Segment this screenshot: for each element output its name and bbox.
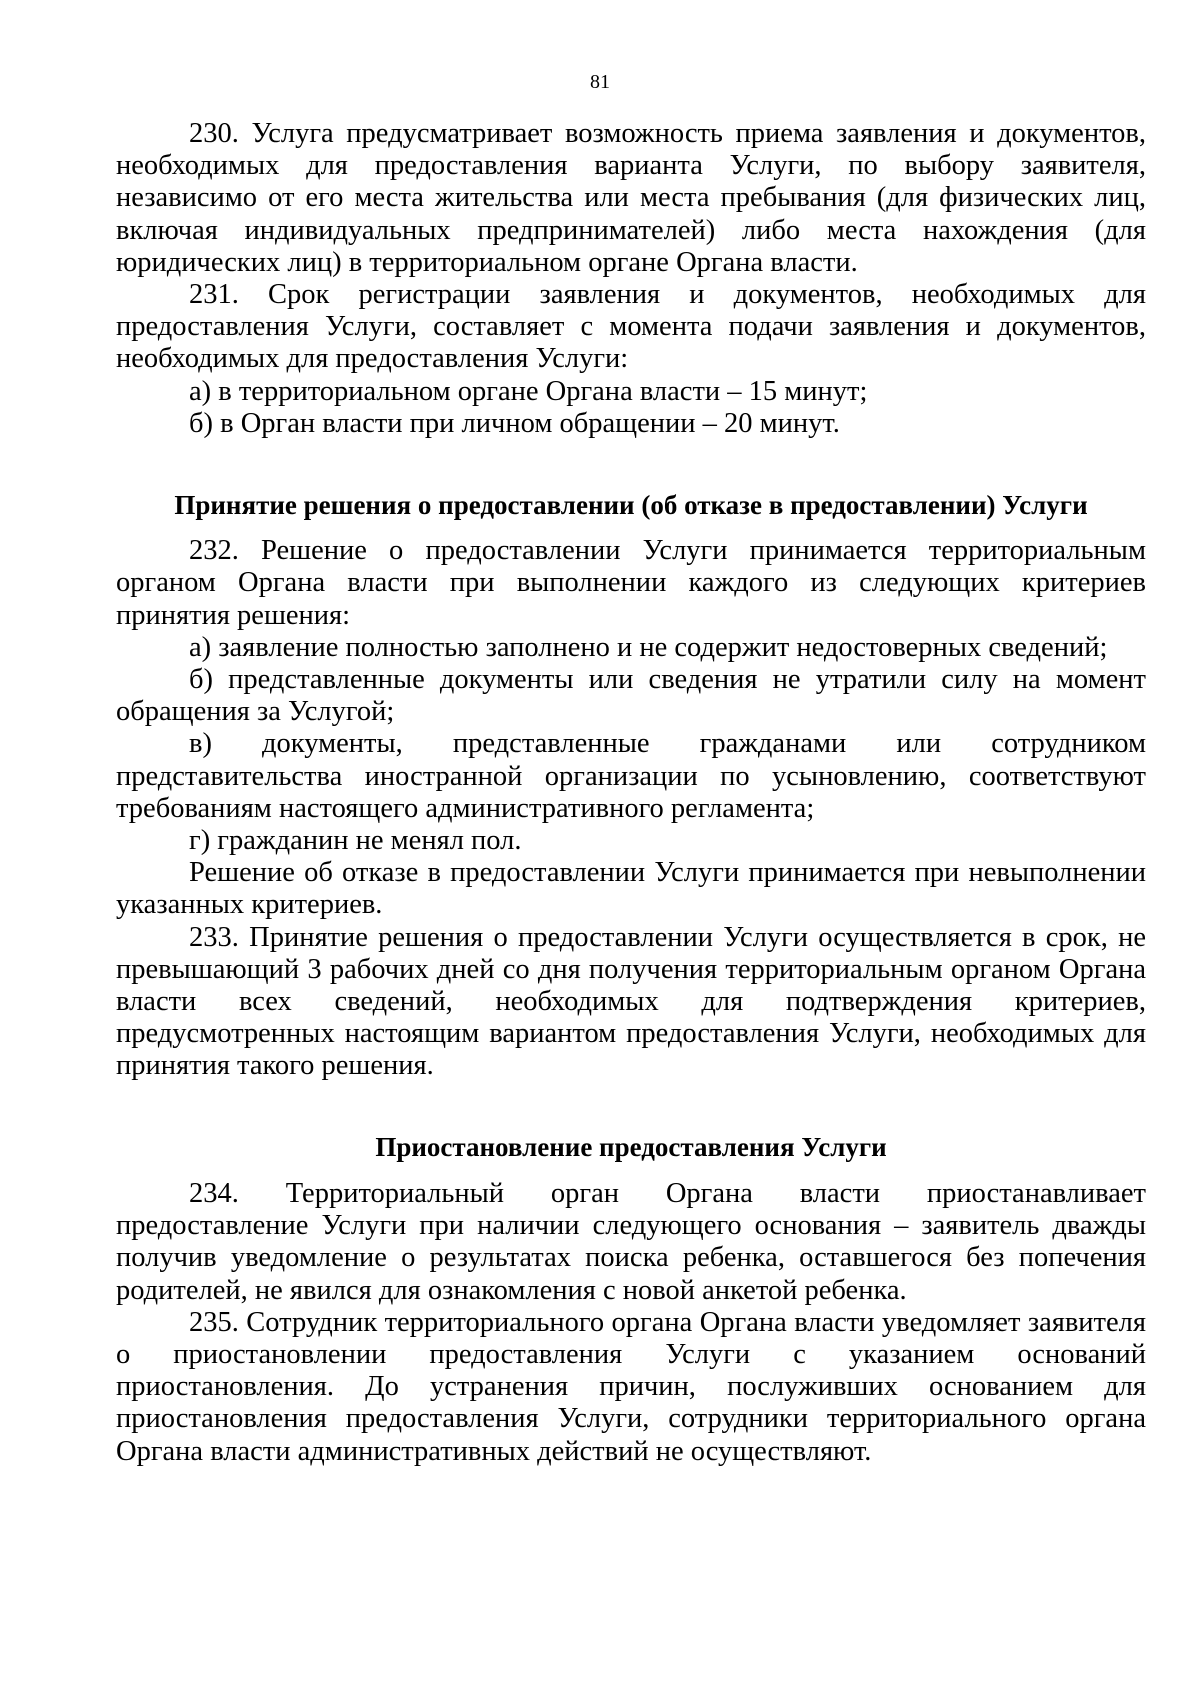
paragraph-231: 231. Срок регистрации заявления и документов, необходимых для предоставления Услуги, составляет с момента подачи заявления и документов, необходимых для предоставления Услуги: bbox=[116, 279, 1146, 375]
document-body bbox=[116, 118, 1146, 1468]
paragraph-refusal: Решение об отказе в предоставлении Услуги принимается при невыполнении указанных критериев. bbox=[116, 857, 1146, 921]
list-item-231-a: а) в территориальном органе Органа власти – 15 минут; bbox=[189, 375, 868, 407]
paragraph-234: 234. Территориальный орган Органа власти приостанавливает предоставление Услуги при наличии следующего основания – заявитель дважды получив уведомление о результатах поиска ребенка, оставшегося без попечения родителей, не явился для ознакомления с новой анкетой ребенка. bbox=[116, 1177, 1146, 1306]
list-item-231-b: б) в Орган власти при личном обращении – 20 минут. bbox=[189, 407, 840, 439]
list-item-232-b: б) представленные документы или сведения не утратили силу на момент обращения за Услугой; bbox=[116, 664, 1146, 728]
paragraph-235: 235. Сотрудник территориального органа Органа власти уведомляет заявителя о приостановлении предоставления Услуги с указанием оснований приостановления. До устранения причин, послуживших основанием для приостановления предоставления Услуги, сотрудники территориального органа Органа власти административных действий не осуществляют. bbox=[116, 1306, 1146, 1467]
paragraph-233: 233. Принятие решения о предоставлении Услуги осуществляется в срок, не превышающий 3 рабочих дней со дня получения территориальным органом Органа власти всех сведений, необходимых для подтверждения критериев, предусмотренных настоящим вариантом предоставления Услуги, необходимых для принятия такого решения. bbox=[116, 921, 1146, 1082]
section-heading-decision: Принятие решения о предоставлении (об отказе в предоставлении) Услуги bbox=[174, 490, 1088, 521]
list-item-232-g: г) гражданин не менял пол. bbox=[189, 825, 522, 857]
page-number: 81 bbox=[590, 71, 610, 93]
paragraph-230: 230. Услуга предусматривает возможность приема заявления и документов, необходимых для предоставления варианта Услуги, по выбору заявителя, независимо от его места жительства или места пребывания (для физических лиц, включая индивидуальных предпринимателей) либо места нахождения (для юридических лиц) в территориальном органе Органа власти. bbox=[116, 118, 1146, 278]
paragraph-232: 232. Решение о предоставлении Услуги принимается территориальным органом Органа власти при выполнении каждого из следующих критериев принятия решения: bbox=[116, 535, 1146, 631]
section-heading-suspension: Приостановление предоставления Услуги bbox=[375, 1131, 887, 1162]
list-item-232-a: а) заявление полностью заполнено и не содержит недостоверных сведений; bbox=[189, 631, 1108, 663]
list-item-232-v: в) документы, представленные гражданами или сотрудником представительства иностранной организации по усыновлению, соответствуют требованиям настоящего административного регламента; bbox=[116, 728, 1146, 824]
